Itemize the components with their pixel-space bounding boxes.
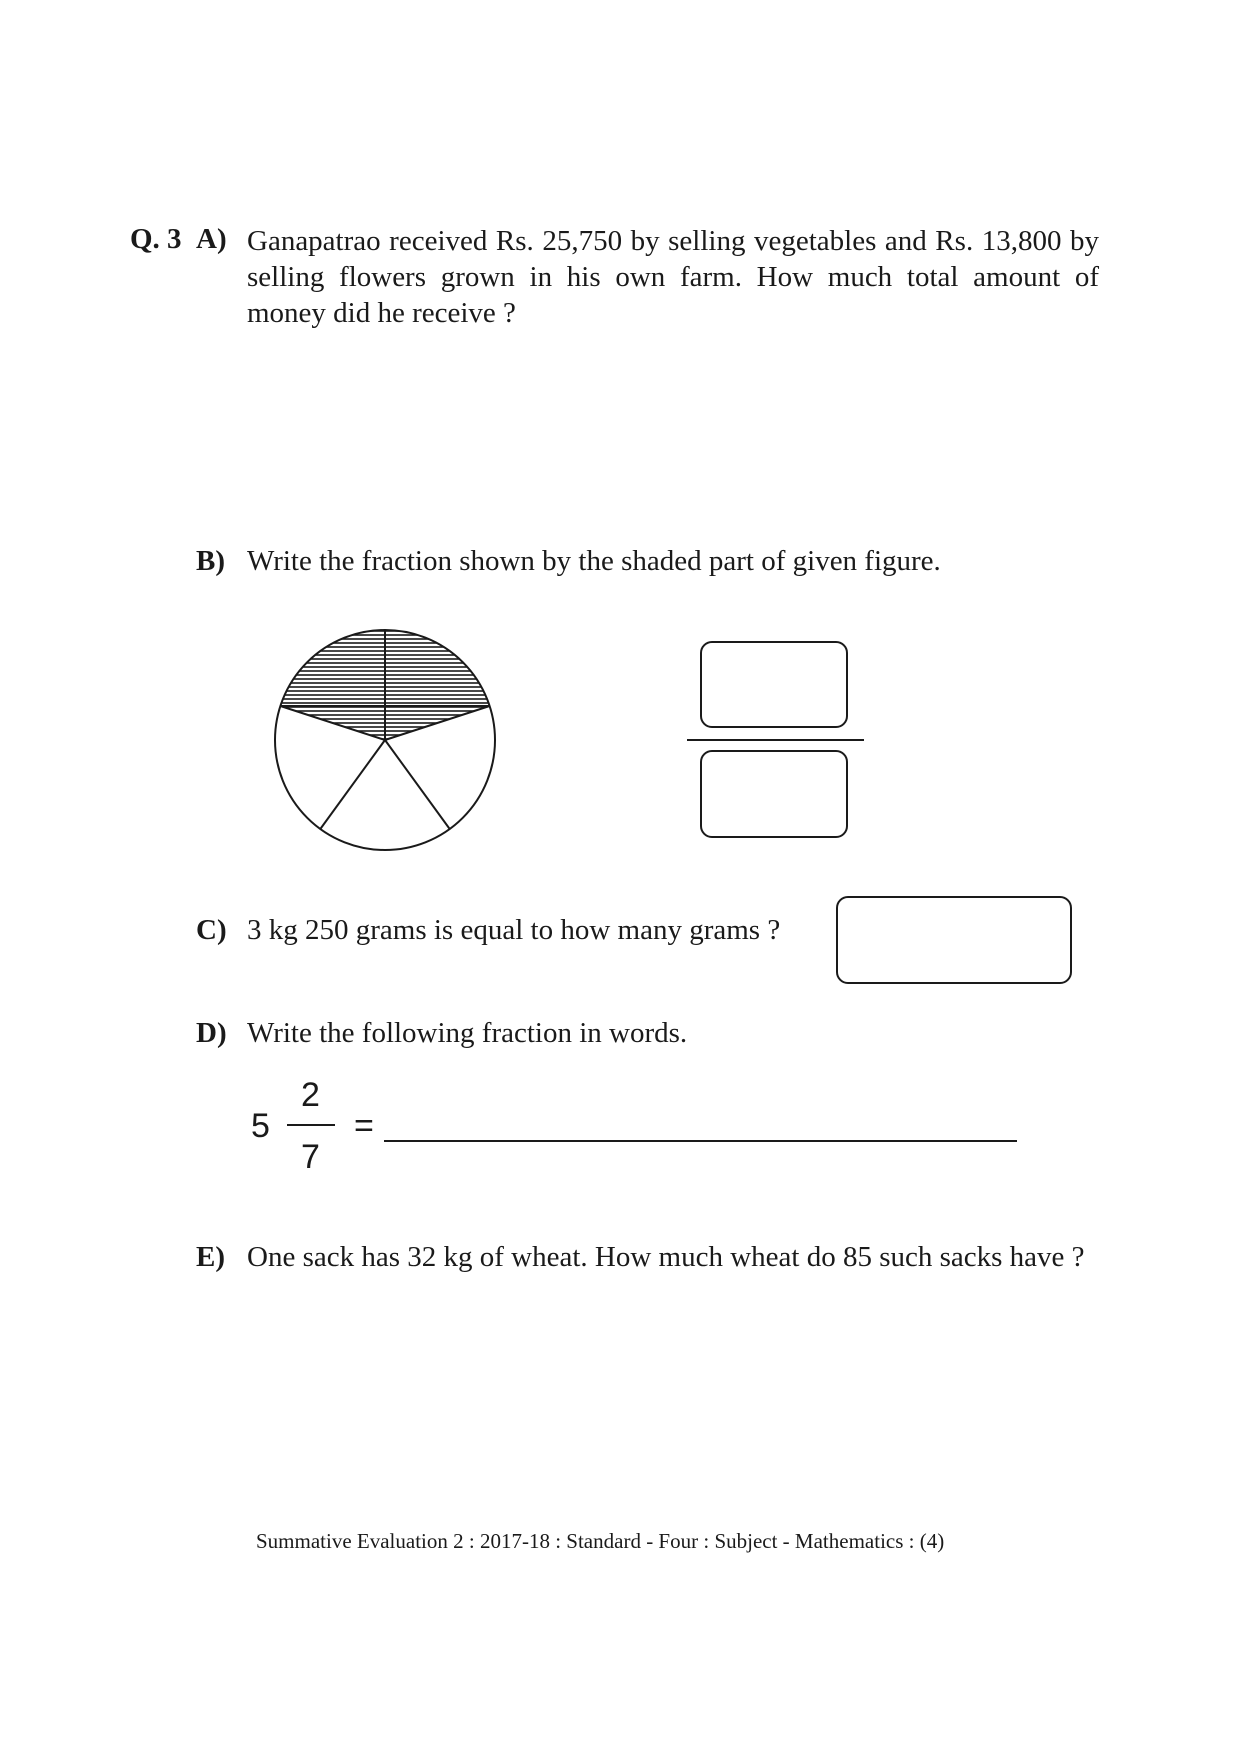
part-a-text: Ganapatrao received Rs. 25,750 by selling vegetables and Rs. 13,800 by selling flowers grown in his own farm. How much total amount of money did he receive ?: [247, 225, 1099, 329]
radius-line: [320, 740, 385, 829]
fraction-numerator: 2: [301, 1076, 320, 1114]
fraction-denominator: 7: [301, 1138, 320, 1176]
part-b-text: Write the fraction shown by the shaded part of given figure.: [247, 545, 941, 577]
part-e-text: One sack has 32 kg of wheat. How much wheat do 85 such sacks have ?: [247, 1241, 1085, 1273]
numerator-answer-box[interactable]: [700, 641, 848, 728]
part-d-text: Write the following fraction in words.: [247, 1017, 688, 1049]
grams-answer-box[interactable]: [836, 896, 1072, 984]
question-number: [130, 223, 182, 256]
part-d-label: D): [196, 1017, 227, 1049]
equals-sign: =: [354, 1107, 374, 1145]
fraction-line: [287, 1124, 335, 1126]
fraction-circle-figure: [270, 625, 500, 855]
part-c-text: 3 kg 250 grams is equal to how many grams ?: [247, 914, 781, 946]
fraction-bar: [687, 739, 864, 741]
part-a-label: A): [196, 223, 227, 255]
page-footer: Summative Evaluation 2 : 2017-18 : Standard - Four : Subject - Mathematics : (4): [256, 1529, 945, 1553]
fraction-whole: 5: [251, 1107, 270, 1145]
part-b-label: B): [196, 545, 225, 577]
part-c-label: C): [196, 914, 227, 946]
words-answer-line[interactable]: [384, 1140, 1017, 1142]
radius-line: [385, 740, 450, 829]
question-number-text: Q. 3: [130, 223, 182, 255]
denominator-answer-box[interactable]: [700, 750, 848, 838]
part-e-label: E): [196, 1241, 225, 1273]
